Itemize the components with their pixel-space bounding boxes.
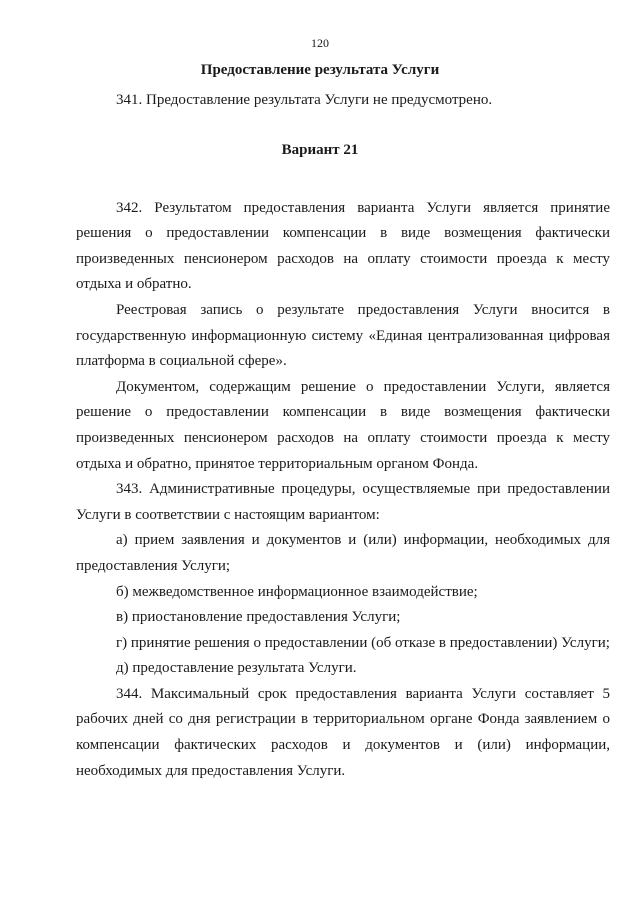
list-item-a: а) прием заявления и документов и (или) информации, необходимых для предоставления Услуги; xyxy=(76,532,610,574)
variant-title: Вариант 21 xyxy=(281,142,359,158)
paragraph-341: 341. Предоставление результата Услуги не предусмотрено. xyxy=(116,92,493,108)
section-title: Предоставление результата Услуги xyxy=(200,62,440,78)
list-item-v: в) приостановление предоставления Услуги; xyxy=(116,609,401,626)
list-item-g: г) принятие решения о предоставлении (об отказе в предоставлении) Услуги; xyxy=(116,634,610,651)
paragraph-342: 342. Результатом предоставления варианта Услуги является принятие решения о предоставлении компенсации в виде возмещения фактически произведенных пенсионером расходов на оплату стоимости проезда к месту отдыха и обратно. xyxy=(76,199,610,293)
paragraph-344: 344. Максимальный срок предоставления варианта Услуги составляет 5 рабочих дней со дня регистрации в территориальном органе Фонда заявлением о компенсации фактических расходов и документов и (или) информации, необходимых для предоставления Услуги. xyxy=(76,685,610,779)
list-item-d: д) предоставление результата Услуги. xyxy=(116,660,357,677)
paragraph-registry: Реестровая запись о результате предоставления Услуги вносится в государственную информационную систему «Единая централизованная цифровая платформа в социальной сфере». xyxy=(76,301,610,370)
document-body xyxy=(76,88,610,784)
list-item-b: б) межведомственное информационное взаимодействие; xyxy=(116,583,478,600)
paragraph-document: Документом, содержащим решение о предоставлении Услуги, является решение о предоставлении компенсации в виде возмещения фактически произведенных пенсионером расходов на оплату стоимости проезда к месту отдыха и обратно, принятое территориальным органом Фонда. xyxy=(76,378,610,472)
paragraph-343: 343. Административные процедуры, осуществляемые при предоставлении Услуги в соответствии с настоящим вариантом: xyxy=(76,481,610,523)
page-number: 120 xyxy=(311,36,329,50)
